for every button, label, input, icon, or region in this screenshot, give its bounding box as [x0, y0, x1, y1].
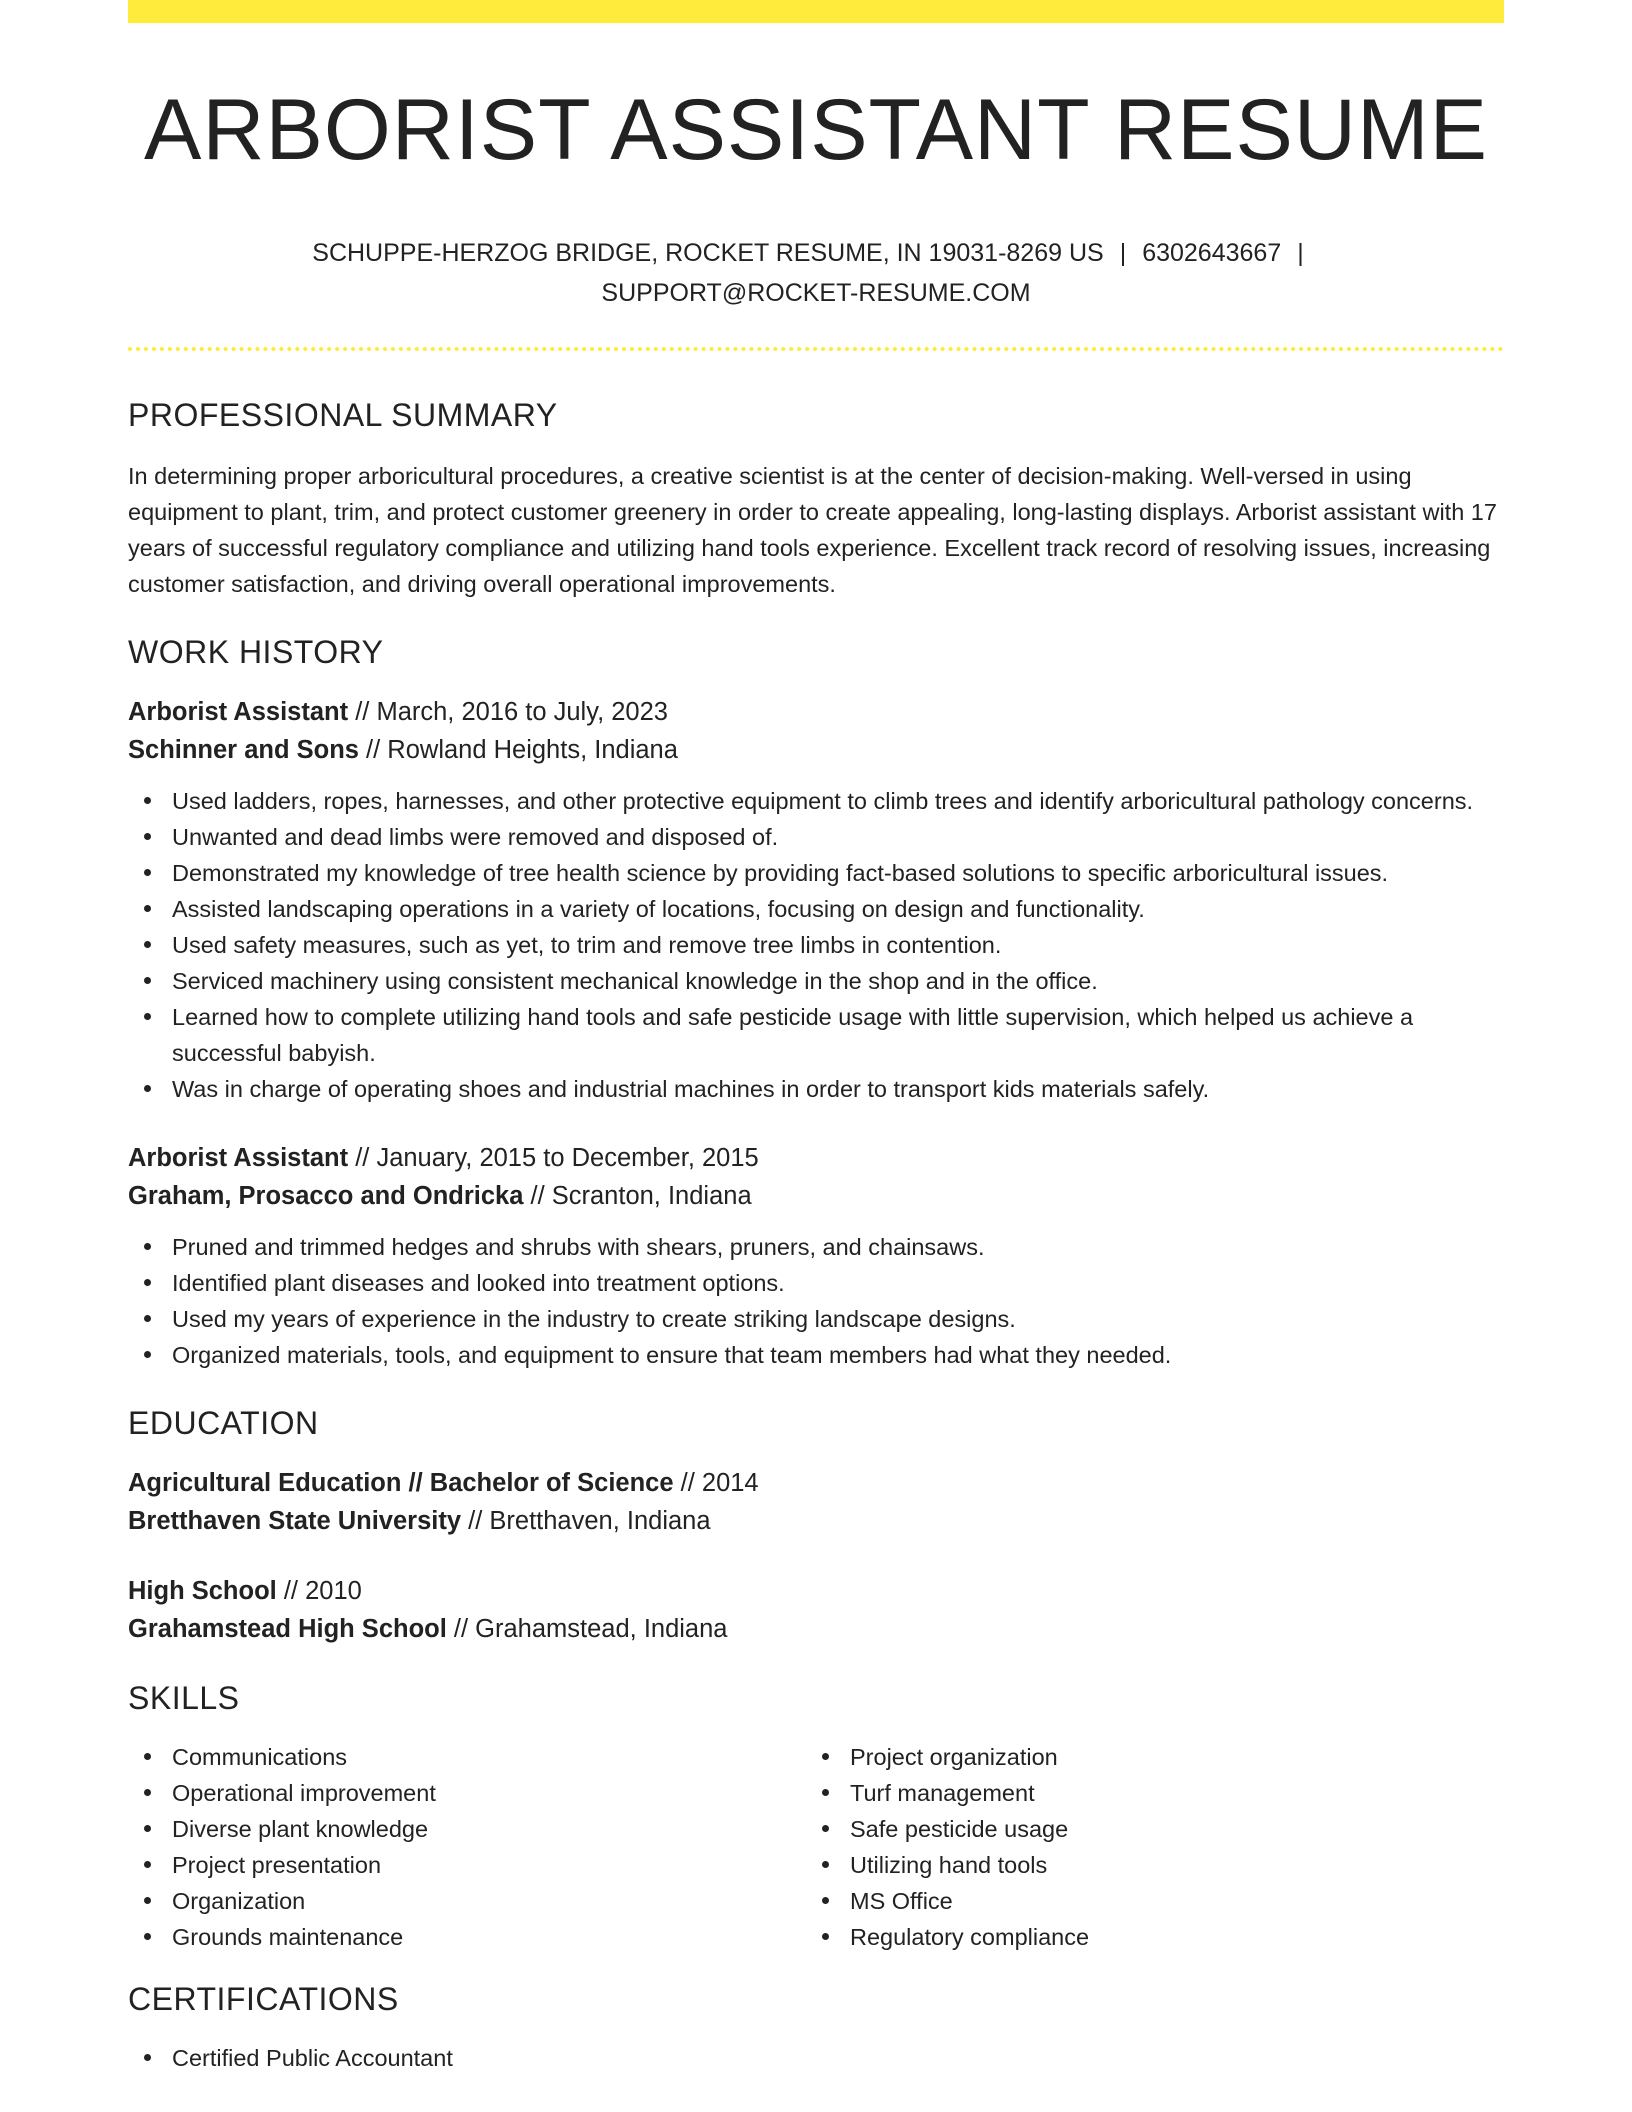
job-bullets: [128, 1229, 1504, 1373]
skill-item: Turf management: [806, 1775, 1484, 1811]
list-item: Used my years of experience in the industry to create striking landscape designs.: [128, 1301, 1504, 1337]
job-company: Graham, Prosacco and Ondricka: [128, 1182, 524, 1211]
education-school-line: [128, 1610, 1504, 1648]
job-location: // Rowland Heights, Indiana: [358, 736, 678, 765]
education-year: // 2010: [276, 1577, 362, 1606]
education-degree: Agricultural Education // Bachelor of Science: [128, 1469, 674, 1498]
job-dates: // March, 2016 to July, 2023: [348, 698, 668, 727]
skill-item: Regulatory compliance: [806, 1919, 1484, 1955]
list-item: Pruned and trimmed hedges and shrubs with shears, pruners, and chainsaws.: [128, 1229, 1504, 1265]
job-entry: [128, 693, 1504, 1107]
contact-info: [128, 233, 1504, 313]
job-company-line: [128, 1177, 1504, 1215]
list-item: Identified plant diseases and looked into treatment options.: [128, 1265, 1504, 1301]
contact-separator: |: [1119, 239, 1127, 268]
education-degree: High School: [128, 1577, 277, 1606]
education-year: // 2014: [673, 1469, 759, 1498]
job-bullets: [128, 783, 1504, 1107]
skills-left-list: [128, 1739, 806, 1955]
resume-title: ARBORIST ASSISTANT RESUME: [144, 82, 1488, 178]
education-location: // Bretthaven, Indiana: [461, 1507, 711, 1536]
skill-item: Project presentation: [128, 1847, 806, 1883]
summary-text: In determining proper arboricultural procedures, a creative scientist is at the center of decision-making. Well-versed in using equipment to plant, trim, and protect customer greenery in order to create appealing, long-lasting displays. Arborist assistant with 17 years of successful regulatory compliance and utilizing hand tools experience. Excellent track record of resolving issues, increasing customer satisfaction, and driving overall operational improvements.: [128, 463, 1497, 598]
contact-address: SCHUPPE-HERZOG BRIDGE, ROCKET RESUME, IN 19031-8269 US: [312, 239, 1104, 268]
education-school: Grahamstead High School: [128, 1615, 447, 1644]
skills-columns: [128, 1739, 1504, 1955]
skill-item: Communications: [128, 1739, 806, 1775]
list-item: Organized materials, tools, and equipment to ensure that team members had what they needed.: [128, 1337, 1504, 1373]
education-entry: [128, 1464, 1504, 1540]
list-item: Used ladders, ropes, harnesses, and other protective equipment to climb trees and identify arboricultural pathology concerns.: [128, 783, 1504, 819]
list-item: Was in charge of operating shoes and industrial machines in order to transport kids materials safely.: [128, 1071, 1504, 1107]
education-location: // Grahamstead, Indiana: [446, 1615, 728, 1644]
job-title: Arborist Assistant: [128, 698, 349, 727]
resume-page: [128, 0, 1504, 2076]
education-degree-line: [128, 1464, 1504, 1502]
skill-item: Operational improvement: [128, 1775, 806, 1811]
skill-item: Grounds maintenance: [128, 1919, 806, 1955]
certifications-heading: CERTIFICATIONS: [128, 1981, 399, 2018]
contact-separator: |: [1297, 239, 1304, 268]
list-item: Used safety measures, such as yet, to trim and remove tree limbs in contention.: [128, 927, 1504, 963]
job-location: // Scranton, Indiana: [523, 1182, 752, 1211]
contact-phone: 6302643667: [1142, 239, 1282, 268]
education-heading: EDUCATION: [128, 1405, 319, 1442]
job-dates: // January, 2015 to December, 2015: [348, 1144, 759, 1173]
certification-item: Certified Public Accountant: [128, 2040, 1504, 2076]
education-school: Bretthaven State University: [128, 1507, 462, 1536]
skills-heading: SKILLS: [128, 1680, 240, 1717]
job-entry: [128, 1139, 1504, 1373]
skill-item: Diverse plant knowledge: [128, 1811, 806, 1847]
education-school-line: [128, 1502, 1504, 1540]
dotted-divider: [128, 347, 1504, 351]
job-title-line: [128, 1139, 1504, 1177]
job-company: Schinner and Sons: [128, 736, 359, 765]
work-history-heading: WORK HISTORY: [128, 634, 384, 671]
accent-top-bar: [128, 0, 1504, 23]
skills-right-list: [806, 1739, 1484, 1955]
education-entry: [128, 1572, 1504, 1648]
certifications-list: [128, 2040, 1504, 2076]
contact-email: SUPPORT@ROCKET-RESUME.COM: [601, 279, 1031, 308]
list-item: Assisted landscaping operations in a variety of locations, focusing on design and functionality.: [128, 891, 1504, 927]
education-degree-line: [128, 1572, 1504, 1610]
job-title-line: [128, 693, 1504, 731]
job-company-line: [128, 731, 1504, 769]
list-item: Serviced machinery using consistent mechanical knowledge in the shop and in the office.: [128, 963, 1504, 999]
list-item: Unwanted and dead limbs were removed and disposed of.: [128, 819, 1504, 855]
skill-item: Organization: [128, 1883, 806, 1919]
job-title: Arborist Assistant: [128, 1144, 349, 1173]
skill-item: Project organization: [806, 1739, 1484, 1775]
list-item: Demonstrated my knowledge of tree health science by providing fact-based solutions to specific arboricultural issues.: [128, 855, 1504, 891]
skill-item: Safe pesticide usage: [806, 1811, 1484, 1847]
skill-item: Utilizing hand tools: [806, 1847, 1484, 1883]
list-item: Learned how to complete utilizing hand tools and safe pesticide usage with little supervision, which helped us achieve a successful babyish.: [128, 999, 1504, 1071]
summary-heading: PROFESSIONAL SUMMARY: [128, 397, 558, 434]
skill-item: MS Office: [806, 1883, 1484, 1919]
